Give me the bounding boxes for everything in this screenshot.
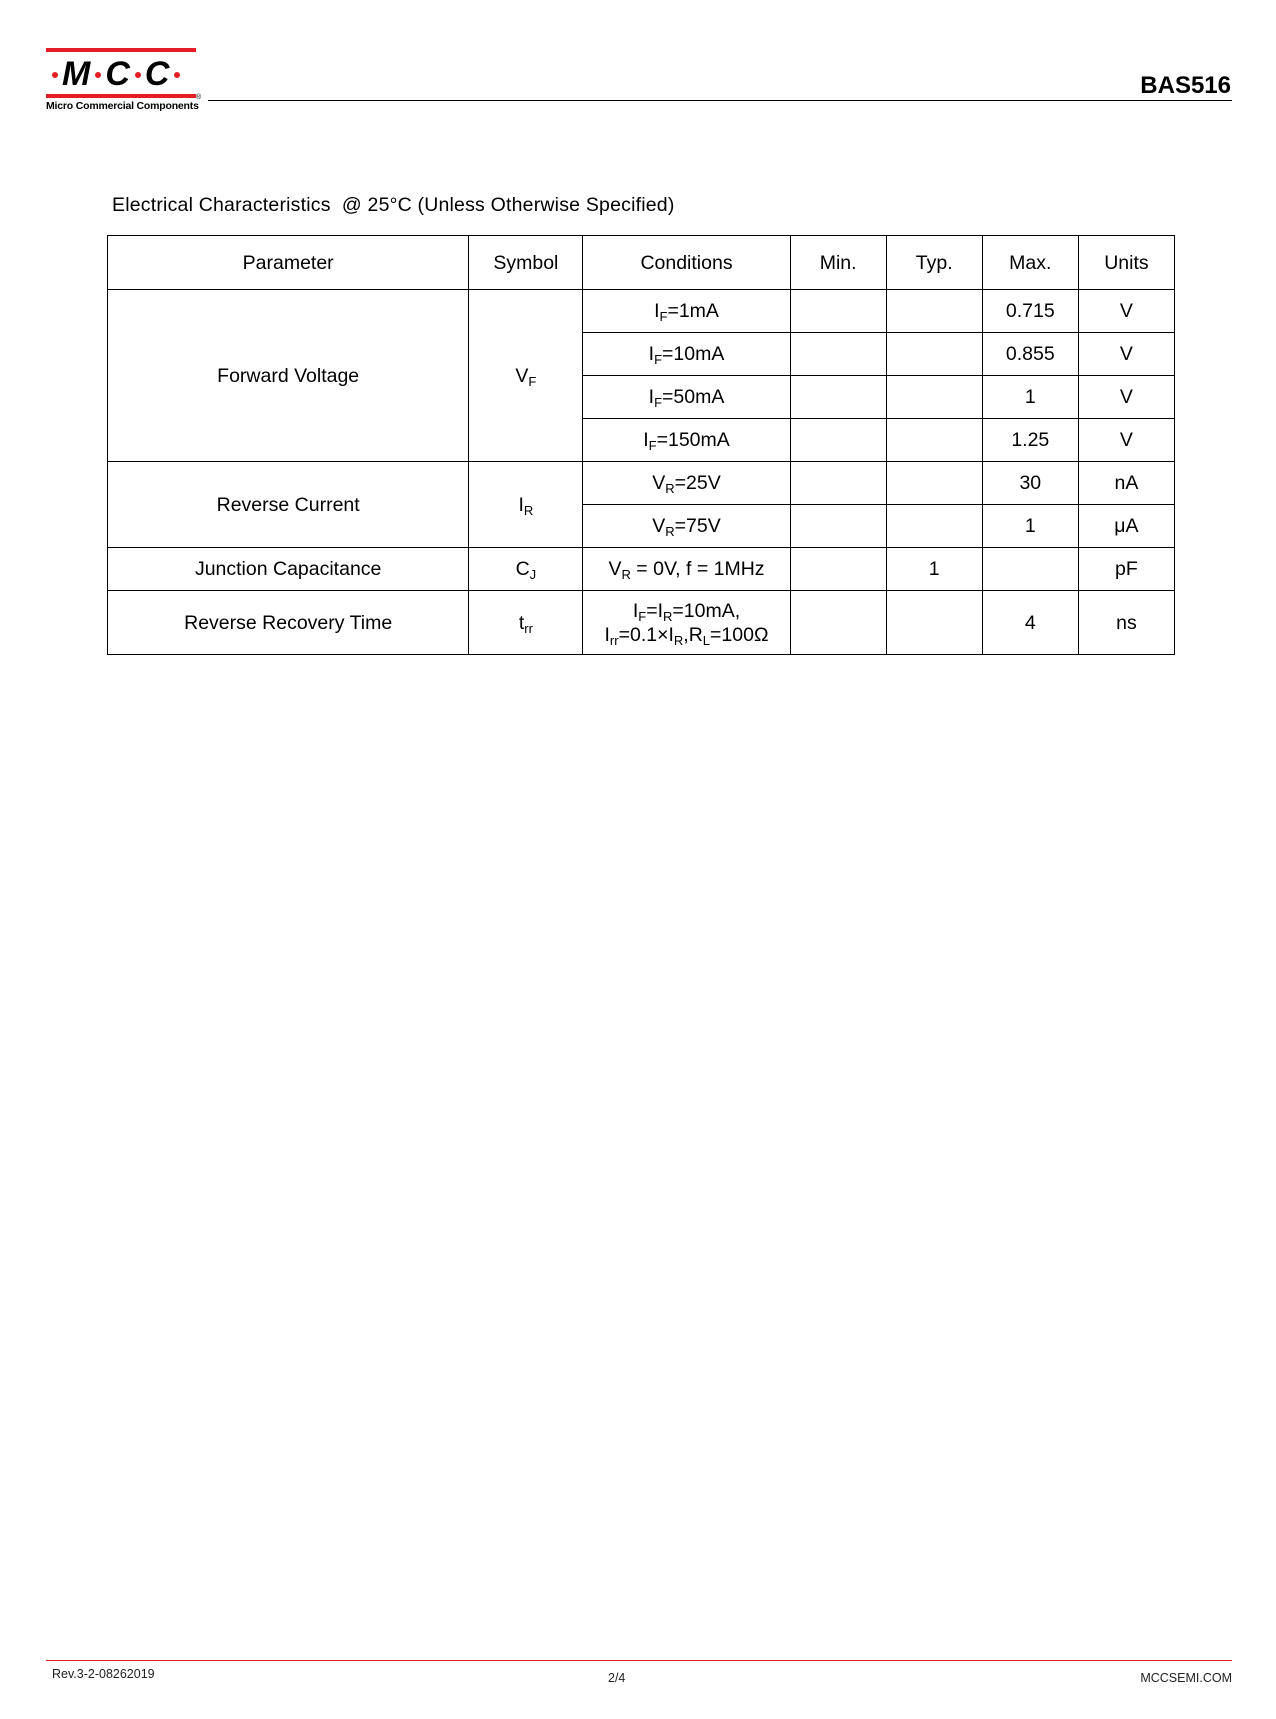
condition-sub: L (702, 632, 711, 648)
conditions-cell (583, 290, 790, 333)
logo-letter-m: M (62, 55, 92, 93)
condition-part: =I (646, 599, 664, 622)
condition-sub: F (659, 309, 668, 324)
condition-value: =50mA (662, 386, 725, 408)
logo-letter-c2: C (144, 55, 171, 93)
condition-main: V (652, 515, 666, 537)
typ-cell (886, 333, 982, 376)
symbol-main: V (515, 364, 529, 387)
condition-value: =75V (674, 515, 721, 537)
condition-line-1 (583, 599, 789, 623)
min-cell (790, 290, 886, 333)
condition-sub: R (665, 481, 675, 496)
min-cell (790, 505, 886, 548)
max-cell: 4 (982, 591, 1078, 655)
typ-cell (886, 290, 982, 333)
parameter-cell: Forward Voltage (108, 290, 469, 462)
page-number: 2/4 (608, 1671, 626, 1685)
condition-part: =0.1×I (618, 623, 674, 646)
parameter-cell: Reverse Recovery Time (108, 591, 469, 655)
header-conditions: Conditions (583, 236, 790, 290)
table-header-row (108, 236, 1175, 290)
typ-cell (886, 591, 982, 655)
symbol-cell (469, 290, 583, 462)
logo-mark (46, 57, 198, 91)
header-min: Min. (790, 236, 886, 290)
symbol-main: I (518, 493, 524, 516)
conditions-cell (583, 591, 790, 655)
min-cell (790, 548, 886, 591)
condition-sub: R (665, 524, 675, 539)
typ-cell: 1 (886, 548, 982, 591)
conditions-cell (583, 505, 790, 548)
header-symbol: Symbol (469, 236, 583, 290)
min-cell (790, 376, 886, 419)
symbol-cell (469, 591, 583, 655)
condition-value: =1mA (667, 300, 719, 322)
table-row (108, 548, 1175, 591)
footer-divider (46, 1660, 1232, 1661)
max-cell: 1 (982, 376, 1078, 419)
condition-main: I (648, 343, 655, 365)
condition-sub: F (638, 608, 647, 624)
condition-main: V (652, 472, 666, 494)
logo-registered-mark: ® (196, 94, 202, 101)
max-cell: 0.855 (982, 333, 1078, 376)
condition-sub: R (621, 567, 631, 582)
condition-main: I (643, 429, 649, 451)
condition-sub: R (663, 608, 673, 624)
logo-dot (174, 72, 180, 78)
units-cell: ns (1078, 591, 1174, 655)
header-parameter: Parameter (108, 236, 469, 290)
symbol-cell (469, 548, 583, 591)
conditions-cell (583, 333, 790, 376)
table-row (108, 290, 1175, 333)
units-cell: V (1078, 290, 1174, 333)
max-cell: 0.715 (982, 290, 1078, 333)
table-row (108, 591, 1175, 655)
part-number: BAS516 (1140, 72, 1231, 99)
units-cell: V (1078, 419, 1174, 462)
header-max: Max. (982, 236, 1078, 290)
condition-value: =10mA (662, 343, 725, 365)
header-typ: Typ. (886, 236, 982, 290)
typ-cell (886, 462, 982, 505)
max-cell: 1 (982, 505, 1078, 548)
condition-value: = 0V, f = 1MHz (630, 558, 765, 580)
typ-cell (886, 419, 982, 462)
max-cell: 1.25 (982, 419, 1078, 462)
revision-label: Rev.3-2-08262019 (52, 1667, 155, 1681)
header-units: Units (1078, 236, 1174, 290)
condition-value: =150mA (656, 429, 730, 451)
condition-main: I (648, 386, 655, 408)
units-cell: μA (1078, 505, 1174, 548)
condition-sub: R (673, 632, 684, 648)
electrical-characteristics-table (107, 235, 1175, 655)
conditions-cell (583, 548, 790, 591)
condition-value: =10mA, (672, 599, 741, 622)
condition-main: V (608, 558, 622, 580)
symbol-sub: rr (524, 620, 533, 636)
symbol-main: C (515, 558, 530, 580)
mcc-logo (46, 48, 202, 112)
table-row (108, 462, 1175, 505)
condition-sub: rr (609, 632, 619, 648)
max-cell: 30 (982, 462, 1078, 505)
logo-dot (52, 72, 58, 78)
conditions-cell (583, 376, 790, 419)
parameter-cell: Junction Capacitance (108, 548, 469, 591)
condition-line-2 (583, 623, 789, 647)
symbol-sub: R (523, 502, 534, 518)
typ-cell (886, 376, 982, 419)
condition-sub: F (654, 352, 663, 367)
symbol-main: t (518, 611, 525, 634)
units-cell: nA (1078, 462, 1174, 505)
condition-sub: F (654, 395, 663, 410)
logo-tagline: Micro Commercial Components (46, 100, 199, 112)
logo-letter-c1: C (105, 55, 131, 93)
units-cell: pF (1078, 548, 1174, 591)
website-label: MCCSEMI.COM (1140, 1671, 1232, 1685)
typ-cell (886, 505, 982, 548)
condition-main: I (654, 300, 660, 322)
min-cell (790, 419, 886, 462)
header-divider (208, 100, 1232, 101)
min-cell (790, 333, 886, 376)
condition-value: =100Ω (710, 623, 769, 646)
symbol-sub: J (529, 567, 537, 582)
symbol-sub: F (528, 373, 537, 389)
condition-part: ,R (683, 623, 703, 646)
units-cell: V (1078, 376, 1174, 419)
conditions-cell (583, 462, 790, 505)
logo-bottom-bar (46, 94, 196, 98)
condition-sub: F (648, 438, 657, 453)
min-cell (790, 462, 886, 505)
min-cell (790, 591, 886, 655)
logo-dot (135, 72, 141, 78)
symbol-cell (469, 462, 583, 548)
conditions-cell (583, 419, 790, 462)
max-cell (982, 548, 1078, 591)
condition-main: I (604, 623, 610, 646)
condition-value: =25V (674, 472, 721, 494)
logo-dot (95, 72, 101, 78)
parameter-cell: Reverse Current (108, 462, 469, 548)
condition-main: I (632, 599, 639, 622)
section-title: Electrical Characteristics @ 25°C (Unless Otherwise Specified) (112, 194, 675, 216)
units-cell: V (1078, 333, 1174, 376)
logo-top-bar (46, 48, 196, 52)
